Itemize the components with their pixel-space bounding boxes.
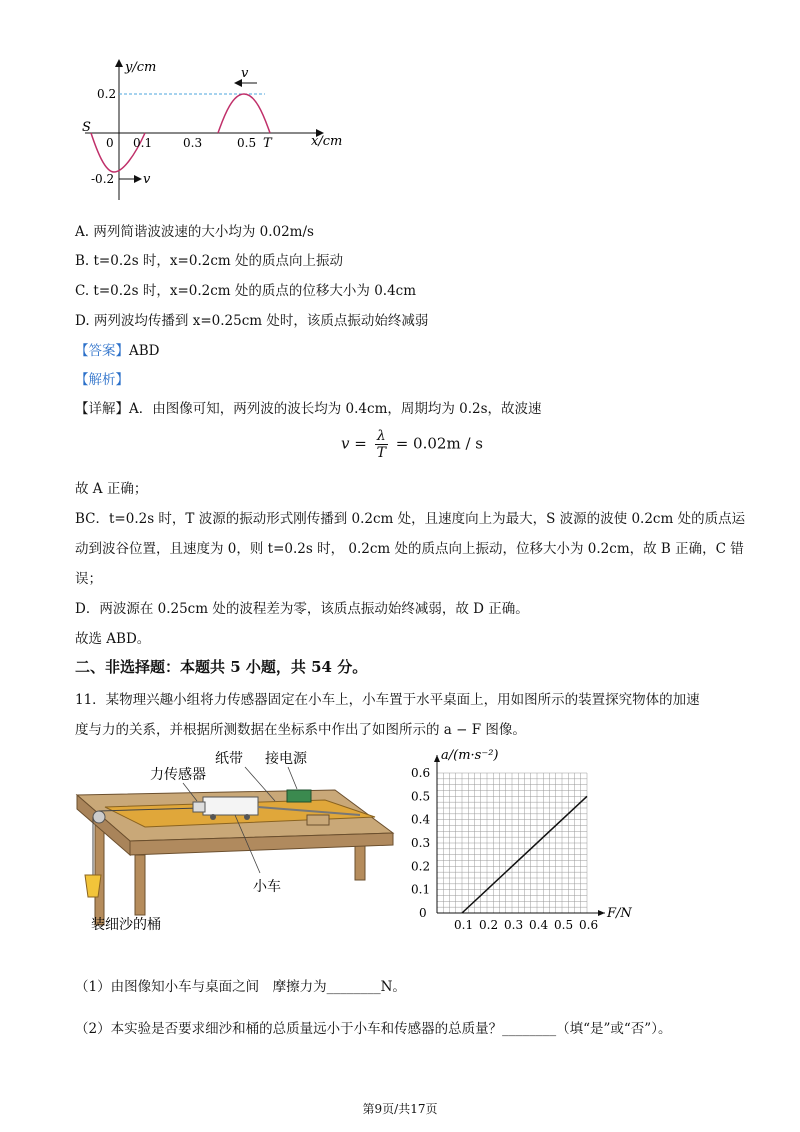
pulley [93, 811, 105, 823]
leader-power [288, 767, 297, 789]
x-axis-label: x/cm [311, 134, 343, 149]
q11-sub-1: （1）由图像知小车与桌面之间 摩擦力为________N。 [75, 979, 406, 995]
formula-fraction [375, 428, 388, 461]
detail-line-5: 误； [75, 571, 102, 587]
x-tick-label-3: 0.4 [529, 918, 549, 932]
source-t-label: T [263, 136, 272, 151]
formula-rhs: = 0.02m / s [395, 434, 483, 453]
x-axis-arrow [598, 910, 605, 916]
bucket [85, 875, 101, 897]
a-f-chart [395, 745, 645, 935]
apparatus-diagram [75, 745, 395, 940]
label-bucket: 装细沙的桶 [91, 917, 161, 933]
section-title: 二、非选择题：本题共 5 小题，共 54 分。 [75, 658, 368, 676]
y-tick-label-1: 0.2 [411, 859, 431, 874]
x-tick-label-4: 0.5 [554, 918, 574, 932]
velocity-formula [341, 428, 483, 461]
cart [203, 797, 258, 815]
y-tick-label-3: 0.4 [411, 812, 431, 827]
detail-line-3: BC．t=0.2s 时，T 波源的振动形式刚传播到 0.2cm 处，且速度向上为最大，S 波源的波使 0.2cm 处的质点运 [75, 511, 746, 527]
analysis-tag: 【解析】 [75, 372, 129, 388]
x-tick-label-0: 0.1 [454, 918, 474, 932]
x-axis-title: F/N [607, 906, 632, 921]
x-tick-2: 0.5 [237, 136, 257, 150]
timer [287, 790, 311, 802]
x-tick-1: 0.3 [183, 136, 203, 150]
force-sensor [193, 802, 205, 812]
y-tick-label-0: 0.1 [411, 882, 431, 897]
label-sensor: 力传感器 [150, 767, 206, 783]
wave-t-curve [218, 94, 270, 133]
detail-line-2: 故 A 正确； [75, 481, 148, 497]
y-bottom-label: -0.2 [91, 172, 115, 186]
y-tick-label-4: 0.5 [411, 789, 431, 804]
y-axis-label: y/cm [125, 60, 157, 75]
v-top-label: v [241, 66, 249, 81]
q11-line-1: 11．某物理兴趣小组将力传感器固定在小车上，小车置于水平桌面上，用如图所示的装置探究物体的加速 [75, 692, 700, 708]
detail-line-1: 【详解】A．由图像可知，两列波的波长均为 0.4cm，周期均为 0.2s，故波速 [75, 401, 542, 417]
y-tick-label-2: 0.3 [411, 836, 431, 850]
detail-line-4: 动到波谷位置，且速度为 0，则 t=0.2s 时， 0.2cm 处的质点向上振动，位移大小为 0.2cm，故 B 正确，C 错 [75, 541, 744, 557]
answer-value: ABD [129, 343, 160, 359]
x-tick-0: 0.1 [133, 136, 153, 150]
y-tick-label-5: 0.6 [411, 766, 431, 780]
source-s-label: S [82, 120, 91, 135]
answer-line [75, 339, 160, 359]
wave-graph [75, 55, 365, 205]
y-axis-arrow [434, 755, 440, 762]
formula-lhs: v = [341, 434, 367, 453]
option-c: C. t=0.2s 时，x=0.2cm 处的质点的位移大小为 0.4cm [75, 283, 417, 299]
cart-wheel-1 [210, 814, 216, 820]
table-leg-right [135, 855, 145, 915]
answer-tag: 【答案】 [75, 343, 129, 359]
x-tick-label-1: 0.2 [479, 918, 499, 932]
y-axis-title: a/(m·s⁻²) [441, 748, 499, 763]
x-tick-label-5: 0.6 [579, 918, 599, 932]
label-tape: 纸带 [215, 751, 243, 767]
formula-denominator: T [376, 445, 386, 461]
q11-sub-2: （2）本实验是否要求细沙和桶的总质量远小于小车和传感器的总质量？________（填“是”或“否”）。 [75, 1021, 672, 1037]
cart-wheel-2 [244, 814, 250, 820]
x-tick-label-2: 0.3 [504, 918, 524, 932]
q11-line-2: 度与力的关系，并根据所测数据在坐标系中作出了如图所示的 a − F 图像。 [75, 722, 526, 738]
label-cart: 小车 [253, 879, 281, 895]
label-power: 接电源 [265, 751, 307, 767]
origin-label: 0 [106, 136, 114, 150]
origin-label: 0 [419, 906, 427, 920]
track-block [307, 815, 329, 825]
detail-line-6: D．两波源在 0.25cm 处的波程差为零，该质点振动始终减弱，故 D 正确。 [75, 601, 529, 617]
option-b: B. t=0.2s 时，x=0.2cm 处的质点向上振动 [75, 253, 343, 269]
detail-line-7: 故选 ABD。 [75, 631, 151, 647]
page-footer: 第9页/共17页 [362, 1102, 438, 1116]
y-top-label: 0.2 [97, 87, 117, 101]
formula-numerator: λ [375, 428, 388, 445]
v-bottom-label: v [143, 172, 151, 187]
option-d: D. 两列波均传播到 x=0.25cm 处时，该质点振动始终减弱 [75, 313, 429, 329]
option-a: A. 两列简谐波波速的大小均为 0.02m/s [75, 224, 314, 240]
